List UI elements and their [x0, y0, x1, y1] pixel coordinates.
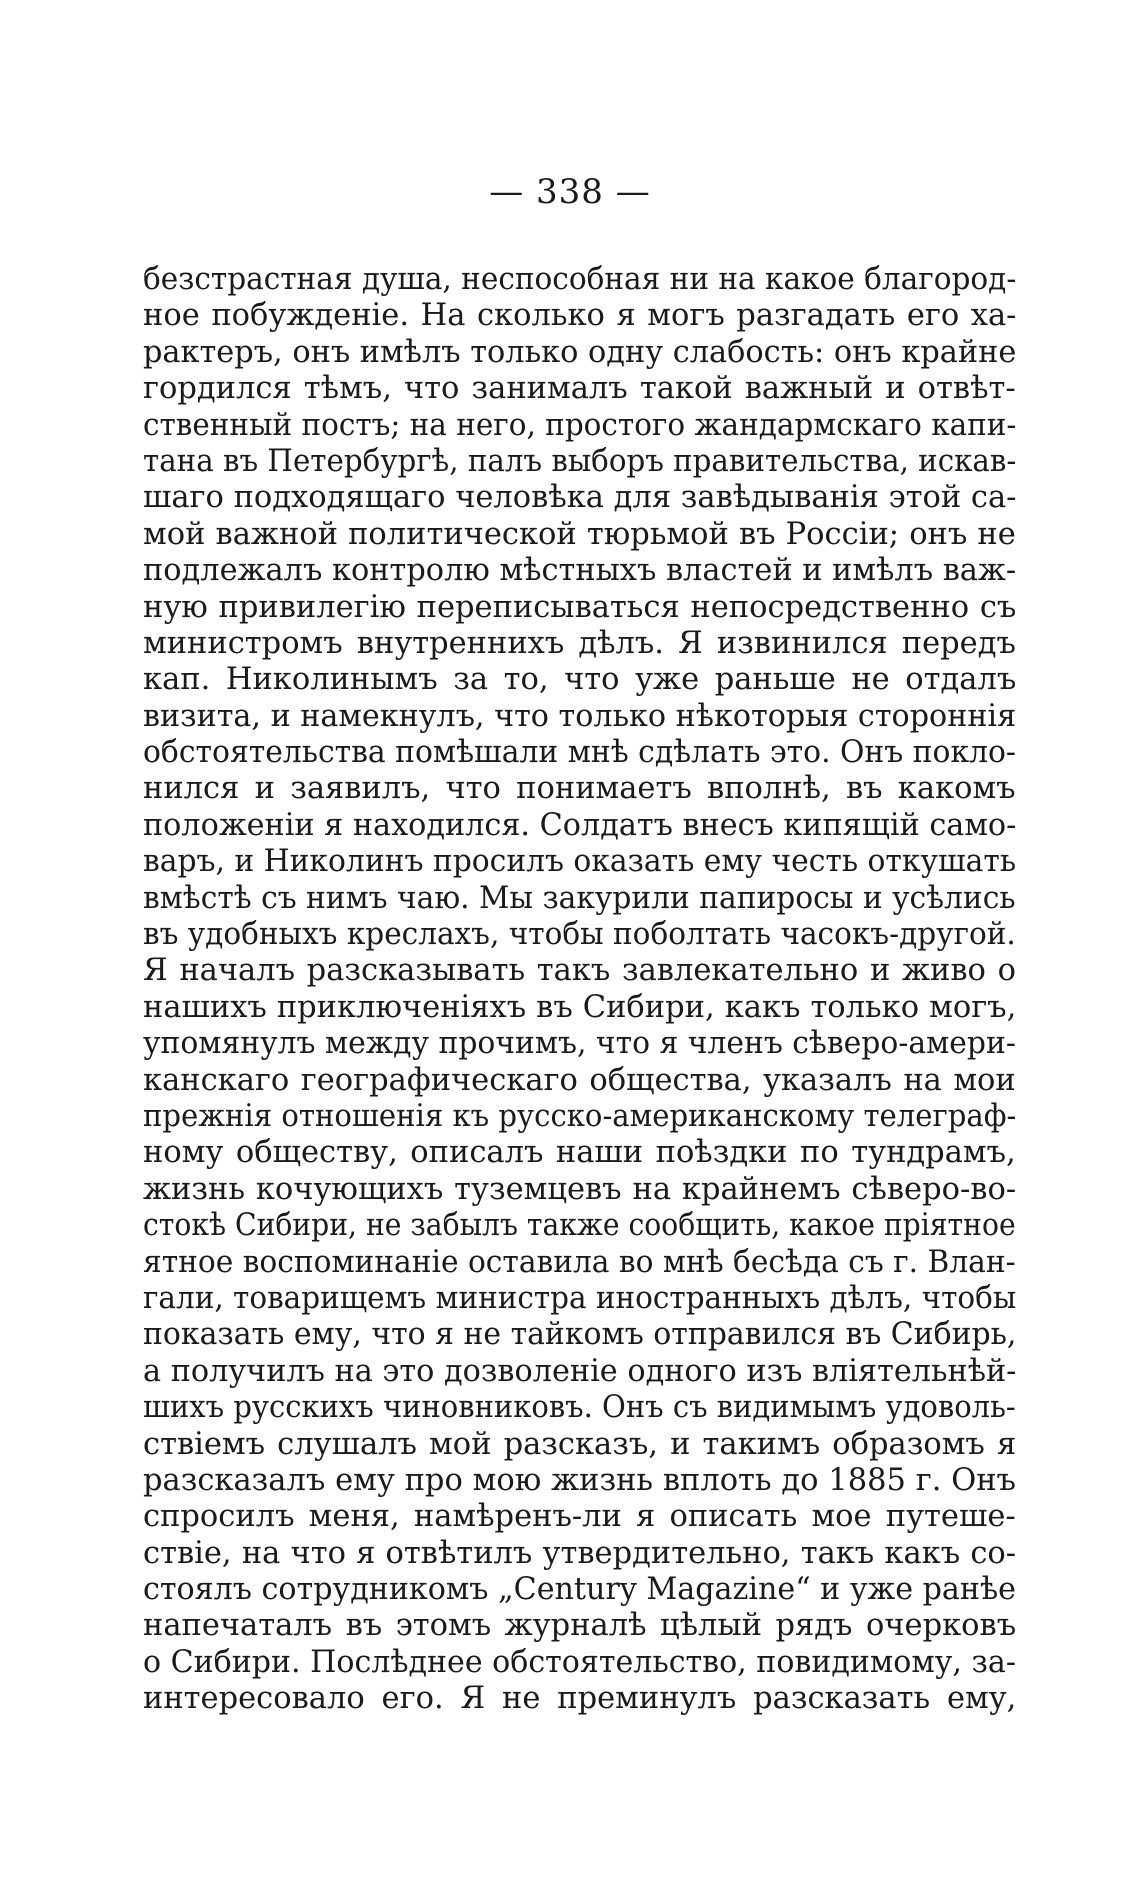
text-line: мой важной политической тюрьмой въ Россіи; онъ не [143, 516, 1016, 552]
text-line: спросилъ меня, намѣренъ-ли я описать мое путеше- [143, 1499, 1016, 1535]
text-line: вмѣстѣ съ нимъ чаю. Мы закурили папиросы и усѣлись [143, 880, 1016, 916]
text-line: ствіе, на что я отвѣтилъ утвердительно, такъ какъ со- [143, 1535, 1016, 1571]
text-line: шихъ русскихъ чиновниковъ. Онъ съ видимымъ удоволь- [143, 1390, 1016, 1426]
text-line: ную привилегію переписываться непосредственно съ [143, 589, 1016, 625]
text-line: подлежалъ контролю мѣстныхъ властей и имѣлъ важ- [143, 553, 1016, 589]
text-line: рактеръ, онъ имѣлъ только одну слабость: онъ крайне [143, 334, 1016, 370]
text-line: ственный постъ; на него, простого жандармскаго капи- [143, 407, 1016, 443]
text-line: тана въ Петербургѣ, палъ выборъ правительства, искав- [143, 443, 1016, 479]
text-line: ствіемъ слушалъ мой разсказъ, и такимъ образомъ я [143, 1426, 1016, 1462]
text-line: стоялъ сотрудникомъ „Century Magazine“ и уже ранѣе [143, 1572, 1016, 1608]
text-line: министромъ внутреннихъ дѣлъ. Я извинился передъ [143, 625, 1016, 661]
text-line: а получилъ на это дозволеніе одного изъ вліятельнѣй- [143, 1353, 1016, 1389]
text-line: канскаго географическаго общества, указалъ на мои [143, 1062, 1016, 1098]
page-number: — 338 — [489, 172, 651, 212]
text-line: визита, и намекнулъ, что только нѣкоторыя стороннія [143, 698, 1016, 734]
text-line: шаго подходящаго человѣка для завѣдыванія этой са- [143, 480, 1016, 516]
text-line: гордился тѣмъ, что занималъ такой важный и отвѣт- [143, 371, 1016, 407]
text-line: жизнь кочующихъ туземцевъ на крайнемъ сѣверо-во- [143, 1171, 1016, 1207]
text-line: кап. Николинымъ за то, что уже раньше не отдалъ [143, 662, 1016, 698]
text-line: прежнія отношенія къ русско-американскому телеграф- [143, 1098, 1016, 1134]
text-line: напечаталъ въ этомъ журналѣ цѣлый рядъ очерковъ [143, 1608, 1016, 1644]
text-line: упомянулъ между прочимъ, что я членъ сѣверо-амери- [143, 1026, 1016, 1062]
text-line: ятное воспоминаніе оставила во мнѣ бесѣда съ г. Влан- [143, 1244, 1016, 1280]
text-line: показать ему, что я не тайкомъ отправился въ Сибирь, [143, 1317, 1016, 1353]
text-line: въ удобныхъ креслахъ, чтобы поболтать часокъ-другой. [143, 917, 1016, 953]
text-line: разсказалъ ему про мою жизнь вплоть до 1885 г. Онъ [143, 1462, 1016, 1498]
text-line: безстрастная душа, неспособная ни на какое благород- [143, 262, 1016, 297]
text-line: положеніи я находился. Солдатъ внесъ кипящій само- [143, 807, 1016, 843]
text-line: ному обществу, описалъ наши поѣздки по тундрамъ, [143, 1135, 1016, 1171]
text-line: варъ, и Николинъ просилъ оказать ему честь откушать [143, 844, 1016, 880]
text-line: стокѣ Сибири, не забылъ также сообщить, какое пріятное [143, 1208, 1016, 1244]
text-line: о Сибири. Послѣднее обстоятельство, повидимому, за- [143, 1644, 1016, 1680]
text-line: интересовало его. Я не преминулъ разсказать ему, [143, 1681, 1016, 1717]
body-text [143, 262, 1016, 1718]
text-line: ное побужденіе. На сколько я могъ разгадать его ха- [143, 298, 1016, 334]
text-line: гали, товарищемъ министра иностранныхъ дѣлъ, чтобы [143, 1280, 1016, 1316]
text-line: нашихъ приключеніяхъ въ Сибири, какъ только могъ, [143, 989, 1016, 1025]
text-line: нился и заявилъ, что понимаетъ вполнѣ, въ какомъ [143, 771, 1016, 807]
text-line: Я началъ разсказывать такъ завлекательно и живо о [143, 953, 1016, 989]
text-line: обстоятельства помѣшали мнѣ сдѣлать это. Онъ покло- [143, 735, 1016, 771]
